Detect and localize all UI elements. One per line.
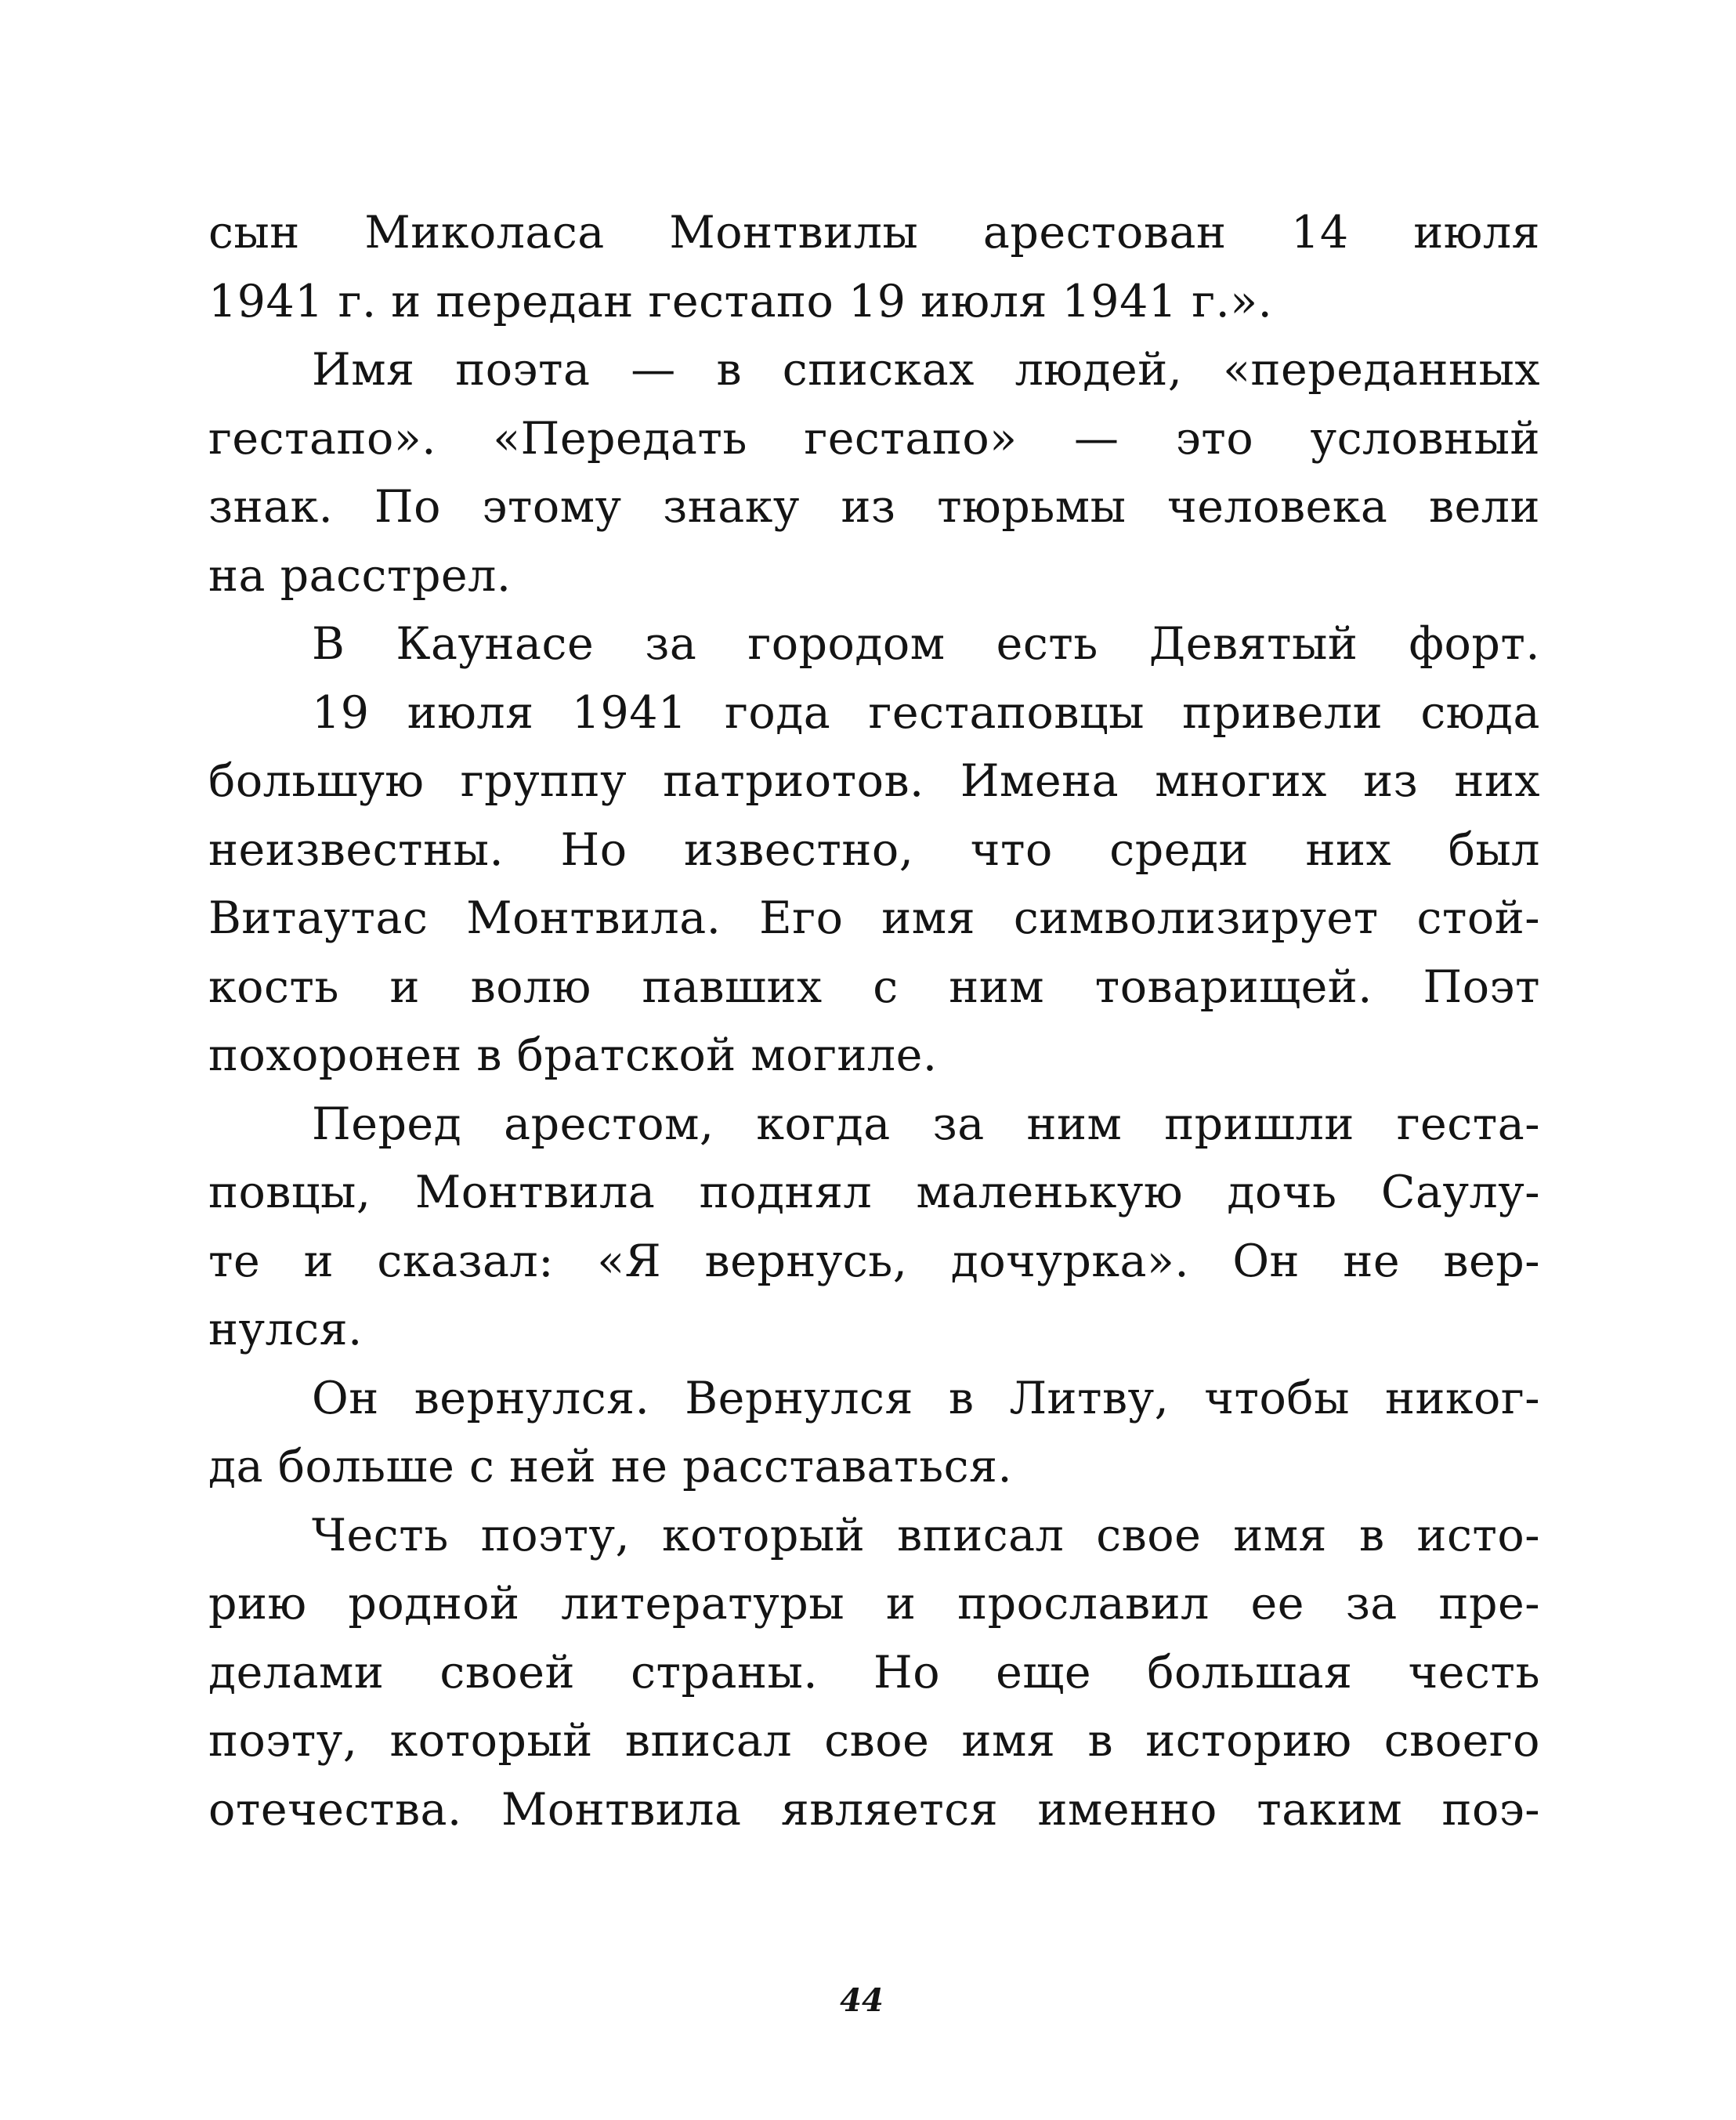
- text-line: те и сказал: «Я вернусь, дочурка». Он не вер-: [208, 1235, 1540, 1287]
- text-line: да больше с ней не расставаться.: [208, 1441, 1013, 1492]
- text-line: нулся.: [208, 1304, 363, 1355]
- text-line: Он вернулся. Вернулся в Литву, чтобы никог-: [312, 1372, 1540, 1424]
- text-line: Витаутас Монтвила. Его имя символизирует стой-: [208, 892, 1540, 944]
- text-line: Имя поэта — в списках людей, «переданных: [312, 344, 1540, 396]
- text-line: похоронен в братской могиле.: [208, 1029, 938, 1081]
- page-number: 44: [840, 1982, 884, 2019]
- text-line: 19 июля 1941 года гестаповцы привели сюда: [312, 686, 1540, 739]
- text-line: 1941 г. и передан гестапо 19 июля 1941 г.».: [208, 275, 1273, 327]
- text-line: гестапо». «Передать гестапо» — это условный: [208, 412, 1540, 465]
- text-line: сын Миколаса Монтвилы арестован 14 июля: [208, 207, 1540, 259]
- text-line: кость и волю павших с ним товарищей. Поэт: [208, 961, 1540, 1013]
- text-line: неизвестны. Но известно, что среди них был: [208, 823, 1540, 876]
- text-line: знак. По этому знаку из тюрьмы человека вели: [208, 481, 1540, 533]
- text-line: делами своей страны. Но еще большая честь: [208, 1646, 1540, 1699]
- text-line: большую группу патриотов. Имена многих из них: [208, 755, 1540, 807]
- text-line: Перед арестом, когда за ним пришли геста-: [312, 1098, 1540, 1150]
- text-line: В Каунасе за городом есть Девятый форт.: [312, 618, 1540, 670]
- text-line: Честь поэту, который вписал свое имя в исто-: [312, 1509, 1540, 1561]
- text-line: на расстрел.: [208, 549, 512, 602]
- body-text: [208, 199, 1540, 1844]
- text-line: поэту, который вписал свое имя в историю своего: [208, 1715, 1540, 1767]
- text-line: повцы, Монтвила поднял маленькую дочь Саулу-: [208, 1167, 1540, 1218]
- text-line: отечества. Монтвила является именно таким поэ-: [208, 1783, 1540, 1836]
- text-line: рию родной литературы и прославил ее за пре-: [208, 1578, 1540, 1630]
